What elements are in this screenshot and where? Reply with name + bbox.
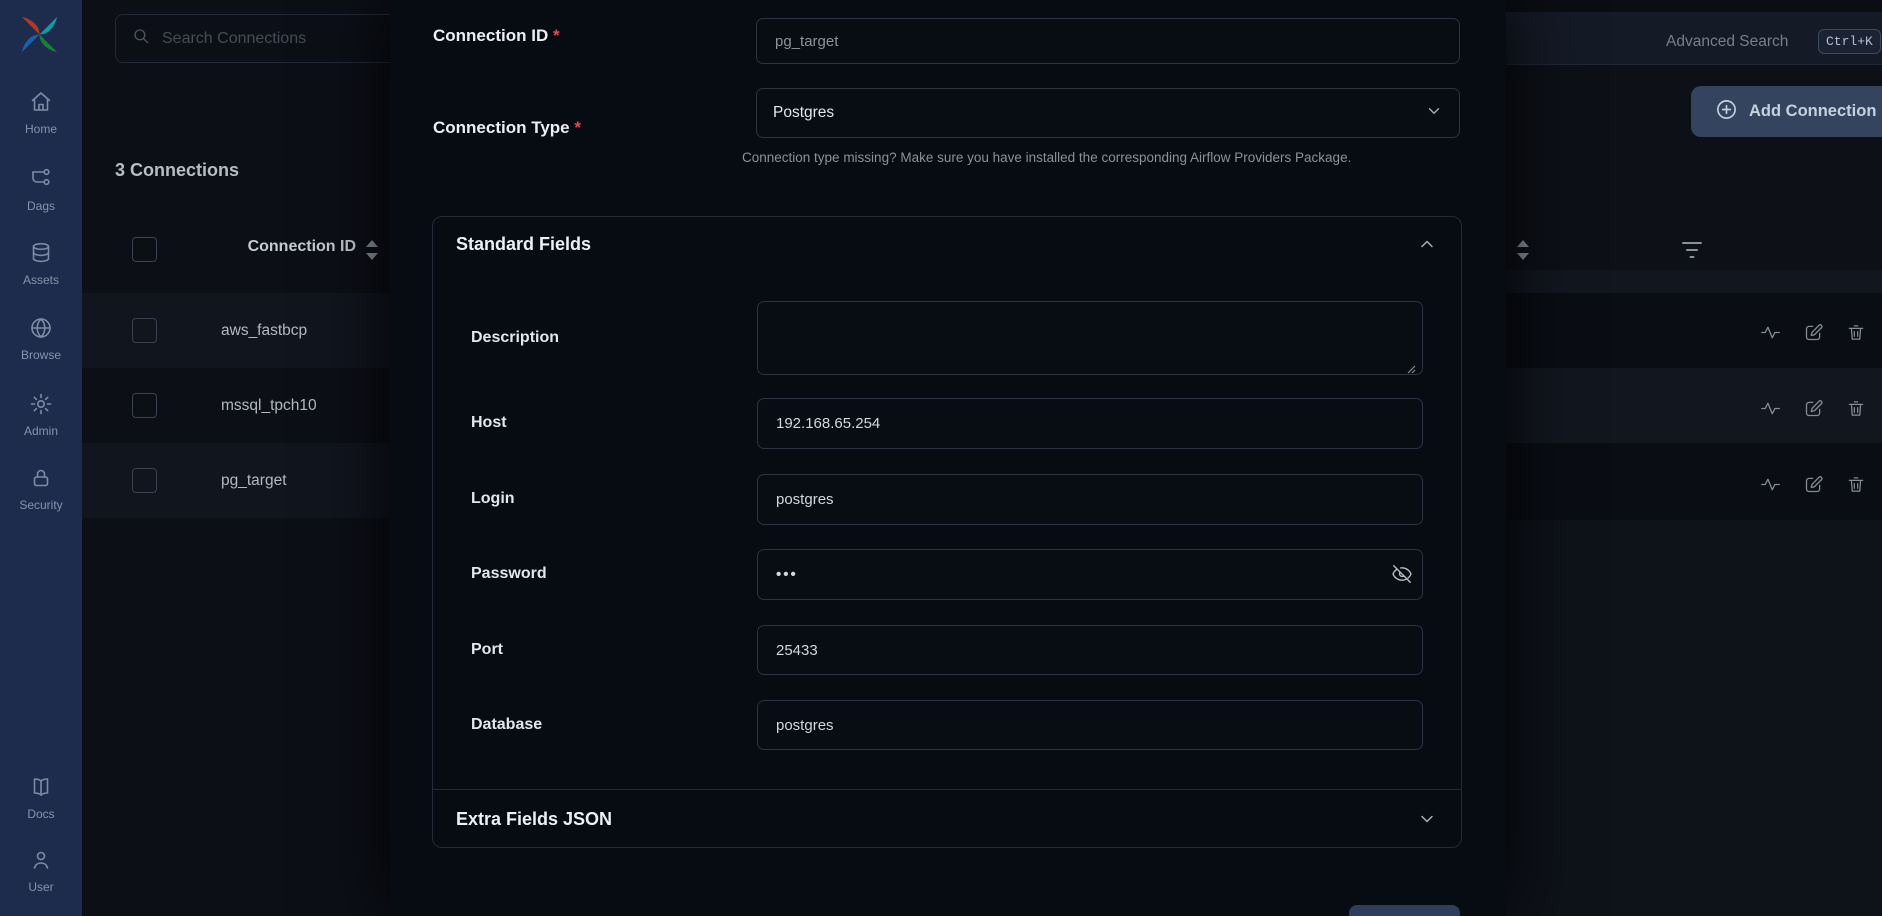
connection-type-select[interactable] — [756, 88, 1460, 138]
connection-id-input[interactable] — [756, 18, 1460, 64]
connections-count-heading: 3 Connections — [115, 160, 240, 180]
content-band — [1506, 520, 1882, 916]
delete-icon[interactable] — [1846, 398, 1866, 424]
row-actions — [1760, 322, 1866, 348]
connection-type-helper-text: Connection type missing? Make sure you have installed the corresponding Airflow Providers Package. — [742, 150, 1352, 165]
table-row-band — [1506, 270, 1882, 293]
plus-circle-icon — [1715, 98, 1738, 126]
description-textarea[interactable] — [757, 301, 1423, 375]
row-checkbox[interactable] — [132, 393, 157, 418]
connection-id-cell[interactable]: mssql_tpch10 — [221, 396, 317, 414]
row-checkbox[interactable] — [132, 318, 157, 343]
standard-fields-card — [432, 216, 1462, 848]
table-row[interactable] — [82, 368, 390, 443]
ctrl-k-shortcut-badge: Ctrl+K — [1818, 29, 1881, 54]
sidebar-item-dags[interactable]: Dags — [0, 167, 82, 213]
login-input[interactable] — [757, 474, 1423, 525]
delete-icon[interactable] — [1846, 322, 1866, 348]
required-asterisk: * — [552, 26, 560, 45]
edit-icon[interactable] — [1803, 474, 1824, 500]
edit-connection-modal — [390, 0, 1506, 916]
port-input[interactable] — [757, 625, 1423, 675]
chevron-up-icon[interactable] — [1417, 234, 1437, 259]
toggle-password-visibility-icon[interactable] — [1391, 563, 1413, 590]
delete-icon[interactable] — [1846, 474, 1866, 500]
trigger-activity-icon[interactable] — [1760, 322, 1781, 348]
globe-icon — [29, 327, 53, 344]
gear-icon — [29, 403, 53, 420]
sidebar-item-home[interactable]: Home — [0, 90, 82, 136]
add-connection-button[interactable]: Add Connection — [1691, 86, 1882, 137]
password-label: Password — [471, 565, 547, 582]
sidebar-item-security[interactable]: Security — [0, 466, 82, 512]
sidebar — [0, 0, 82, 916]
sort-icon[interactable] — [1513, 238, 1533, 262]
search-connections-input[interactable] — [160, 29, 380, 49]
filter-icon[interactable] — [1680, 240, 1704, 265]
host-label: Host — [471, 414, 507, 431]
sort-icon[interactable] — [362, 238, 382, 262]
select-all-checkbox[interactable] — [132, 237, 157, 262]
trigger-activity-icon[interactable] — [1760, 398, 1781, 424]
table-row[interactable] — [82, 443, 390, 518]
password-input[interactable] — [757, 549, 1423, 600]
header-band — [1506, 0, 1882, 12]
section-divider — [433, 789, 1461, 790]
dags-icon — [29, 178, 53, 195]
row-actions — [1760, 398, 1866, 424]
home-icon — [29, 101, 53, 118]
save-button[interactable] — [1349, 905, 1460, 916]
book-icon — [29, 786, 53, 803]
edit-icon[interactable] — [1803, 398, 1824, 424]
extra-fields-json-header[interactable]: Extra Fields JSON — [456, 809, 613, 829]
row-actions — [1760, 474, 1866, 500]
sidebar-item-user[interactable]: User — [0, 848, 82, 894]
row-checkbox[interactable] — [132, 468, 157, 493]
port-label: Port — [471, 641, 503, 658]
search-icon — [132, 27, 150, 50]
sidebar-item-assets[interactable]: Assets — [0, 241, 82, 287]
lock-icon — [29, 477, 53, 494]
connection-id-label: Connection ID * — [433, 26, 560, 45]
table-row[interactable] — [82, 293, 390, 368]
database-icon — [29, 252, 53, 269]
airflow-logo[interactable] — [16, 11, 63, 63]
connection-id-cell[interactable]: aws_fastbcp — [221, 321, 308, 339]
connection-id-cell[interactable]: pg_target — [221, 471, 287, 489]
edit-icon[interactable] — [1803, 322, 1824, 348]
user-icon — [29, 859, 53, 876]
database-input[interactable] — [757, 700, 1423, 750]
description-label: Description — [471, 329, 560, 346]
advanced-search-link[interactable]: Advanced Search — [1666, 33, 1789, 50]
chevron-down-icon — [1425, 102, 1443, 125]
search-connections-box[interactable] — [115, 14, 415, 63]
standard-fields-header[interactable]: Standard Fields — [456, 234, 592, 254]
chevron-down-icon[interactable] — [1417, 809, 1437, 834]
column-header-connection-id[interactable]: Connection ID — [247, 238, 356, 255]
sidebar-item-browse[interactable]: Browse — [0, 316, 82, 362]
connection-type-label: Connection Type * — [433, 118, 581, 137]
sidebar-item-docs[interactable]: Docs — [0, 775, 82, 821]
host-input[interactable] — [757, 398, 1423, 449]
database-label: Database — [471, 716, 543, 733]
required-asterisk: * — [574, 118, 581, 137]
selected-connection-type: Postgres — [773, 104, 835, 121]
trigger-activity-icon[interactable] — [1760, 474, 1781, 500]
sidebar-item-admin[interactable]: Admin — [0, 392, 82, 438]
login-label: Login — [471, 490, 515, 507]
